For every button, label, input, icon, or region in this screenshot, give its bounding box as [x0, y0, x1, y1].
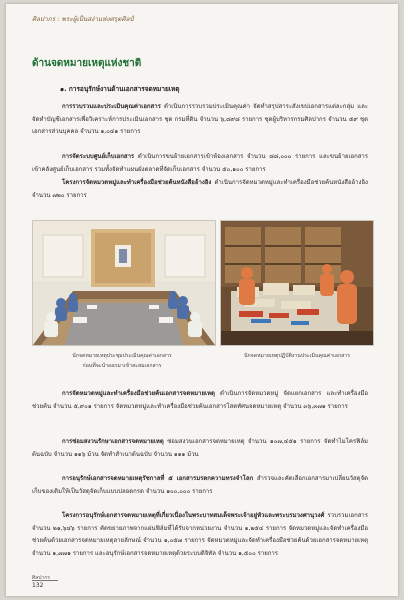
- paragraph-memory-of-world: [32, 473, 368, 498]
- caption-line: ก่อนที่จะนำออกมาเข้าสะสมเอกสาร: [82, 362, 162, 369]
- running-header: ศิลปากร : พระผู้เป็นสง่าแห่งศรุตศิลป์: [32, 16, 134, 23]
- subsection-title: ๑. การอนุรักษ์งานด้านเอกสารจดหมายเหตุ: [60, 85, 180, 93]
- paragraph-text: รวบรวมเอกสาร จำนวน ๒๑,๖๔๖ รายการ คัดขยายภาพจากแผ่นฟิล์มที่ได้รับจากหน่วยงาน จำนวน ๑,๒๕๔ รายการ จัดหมวดหมู่และจัดทำเครื่องมือช่วยค้นด้วยเอกสารจดหมายเหตุลายลักษณ์ จำนวน ๑,๐๕๗ รายการ จัดหมวดหมู่และจัดทำเครื่องมือช่วยค้นด้วยเอกสารจดหมายเหตุ จำนวน ๑,๗๗๑ รายการ และอนุรักษ์เอกสารจดหมายเหตุด้วยระบบดิจิทัล จำนวน ๑,๕๐๐ รายการ: [32, 512, 368, 557]
- caption-meeting: [42, 352, 202, 371]
- paragraph-lead: โครงการจัดหมวดหมู่และทำเครื่องมือช่วยค้นหนังสืออ้างอิง: [62, 179, 212, 186]
- paragraph-text: ซ่อมสงวนเอกสารจดหมายเหตุ จำนวน ๑๐๗,๔๕๑ รายการ จัดทำไมโครฟิล์มต้นฉบับ จำนวน ๑๑๖ ม้วน จัดทำสำเนาต้นฉบับ จำนวน ๑๑๑ ม้วน: [32, 438, 368, 458]
- paragraph-lead: การอนุรักษ์เอกสารจดหมายเหตุรัชกาลที่ ๕ เอกสารมรดกความทรงจำโลก: [62, 475, 254, 482]
- paragraph-text: ดำเนินการจัดหมวดหมู่และทำเครื่องมือช่วยค้นหนังสืออ้างอิง จำนวน ๗๒๐ รายการ: [32, 179, 368, 199]
- paragraph-lead: การซ่อมสงวนรักษาเอกสารจดหมายเหตุ: [62, 438, 164, 445]
- paragraph-reference-books: [32, 177, 368, 202]
- photo-meeting: [32, 220, 216, 346]
- footer-rule: [32, 580, 58, 581]
- paragraph-appraisal: [32, 101, 368, 139]
- paragraph-repair: [32, 436, 368, 461]
- caption-archive-work: [224, 352, 370, 362]
- caption-line: นักจดหมายเหตุปฏิบัติงานประเมินคุณค่าเอกสาร: [243, 353, 351, 359]
- photo-archive-work: [220, 220, 374, 346]
- page-number: 132: [32, 582, 44, 589]
- paragraph-storage: [32, 151, 368, 176]
- paragraph-text: ดำเนินการจัดหมวดหมู่ จัดแยกเอกสาร และทำเครื่องมือช่วยค้น จำนวน ๕,๙๐๑ รายการ จัดหมวดหมู่และทำเครื่องมือช่วยค้นเอกสารโสตทัศนจดหมายเหตุ จำนวน ๓๖,๓๗๑ รายการ: [32, 390, 368, 410]
- paragraph-text: สำรวจและคัดเลือกเอกสารมาเปลี่ยนวัสดุจัดเก็บของเดิมให้เป็นวัสดุจัดเก็บแบบปลอดกรด จำนวน ๑๐๐,๐๐๐ รายการ: [32, 475, 368, 495]
- paragraph-lead: การรวบรวมและประเมินคุณค่าเอกสาร: [62, 103, 161, 110]
- section-title: ด้านจดหมายเหตุแห่งชาติ: [32, 58, 142, 69]
- paragraph-classification: [32, 388, 368, 413]
- paragraph-text: ดำเนินการรวบรวมประเมินคุณค่า จัดทำสรุปสาระสังเขปเอกสารแต่ละกลุ่ม และจัดทำบัญชีเอกสารเพื่อวิเคราะห์การประเมินเอกสาร ชุด กรมที่ดิน จำนวน ๖,๘๙๘ รายการ ชุดผู้บริหารกรมศิลปากร จำนวน ๕๙ ชุด เอกสารส่วนบุคคล จำนวน ๑,๐๔๑ รายการ: [32, 103, 368, 136]
- paragraph-text: ดำเนินการขนย้ายเอกสารเข้าห้องเอกสาร จำนวน ๘๘,๐๐๐ รายการ และขนย้ายเอกสารเข้าคลังศูนย์เก็บเอกสาร รวมทั้งจัดทำแผนผังตลาดที่จัดเก็บเอกสาร จำนวน ๕๐,๑๐๐ รายการ: [32, 153, 368, 173]
- paragraph-lead: การจัดระบบศูนย์เก็บเอกสาร: [62, 153, 135, 160]
- paragraph-lead: โครงการอนุรักษ์เอกสารจดหมายเหตุที่เกี่ยวเนื่องในพระบาทสมเด็จพระเจ้าอยู่หัวและพระบรมวงศานุวงศ์: [62, 512, 325, 519]
- caption-line: นักจดหมายเหตุประชุมประเมินคุณค่าเอกสาร: [72, 353, 172, 359]
- paragraph-lead: การจัดหมวดหมู่และทำเครื่องมือช่วยค้นเอกสารจดหมายเหตุ: [62, 390, 215, 397]
- paragraph-royal-archives: [32, 510, 368, 560]
- document-page: [6, 4, 398, 596]
- footer-label: ศิลปากร: [32, 575, 50, 581]
